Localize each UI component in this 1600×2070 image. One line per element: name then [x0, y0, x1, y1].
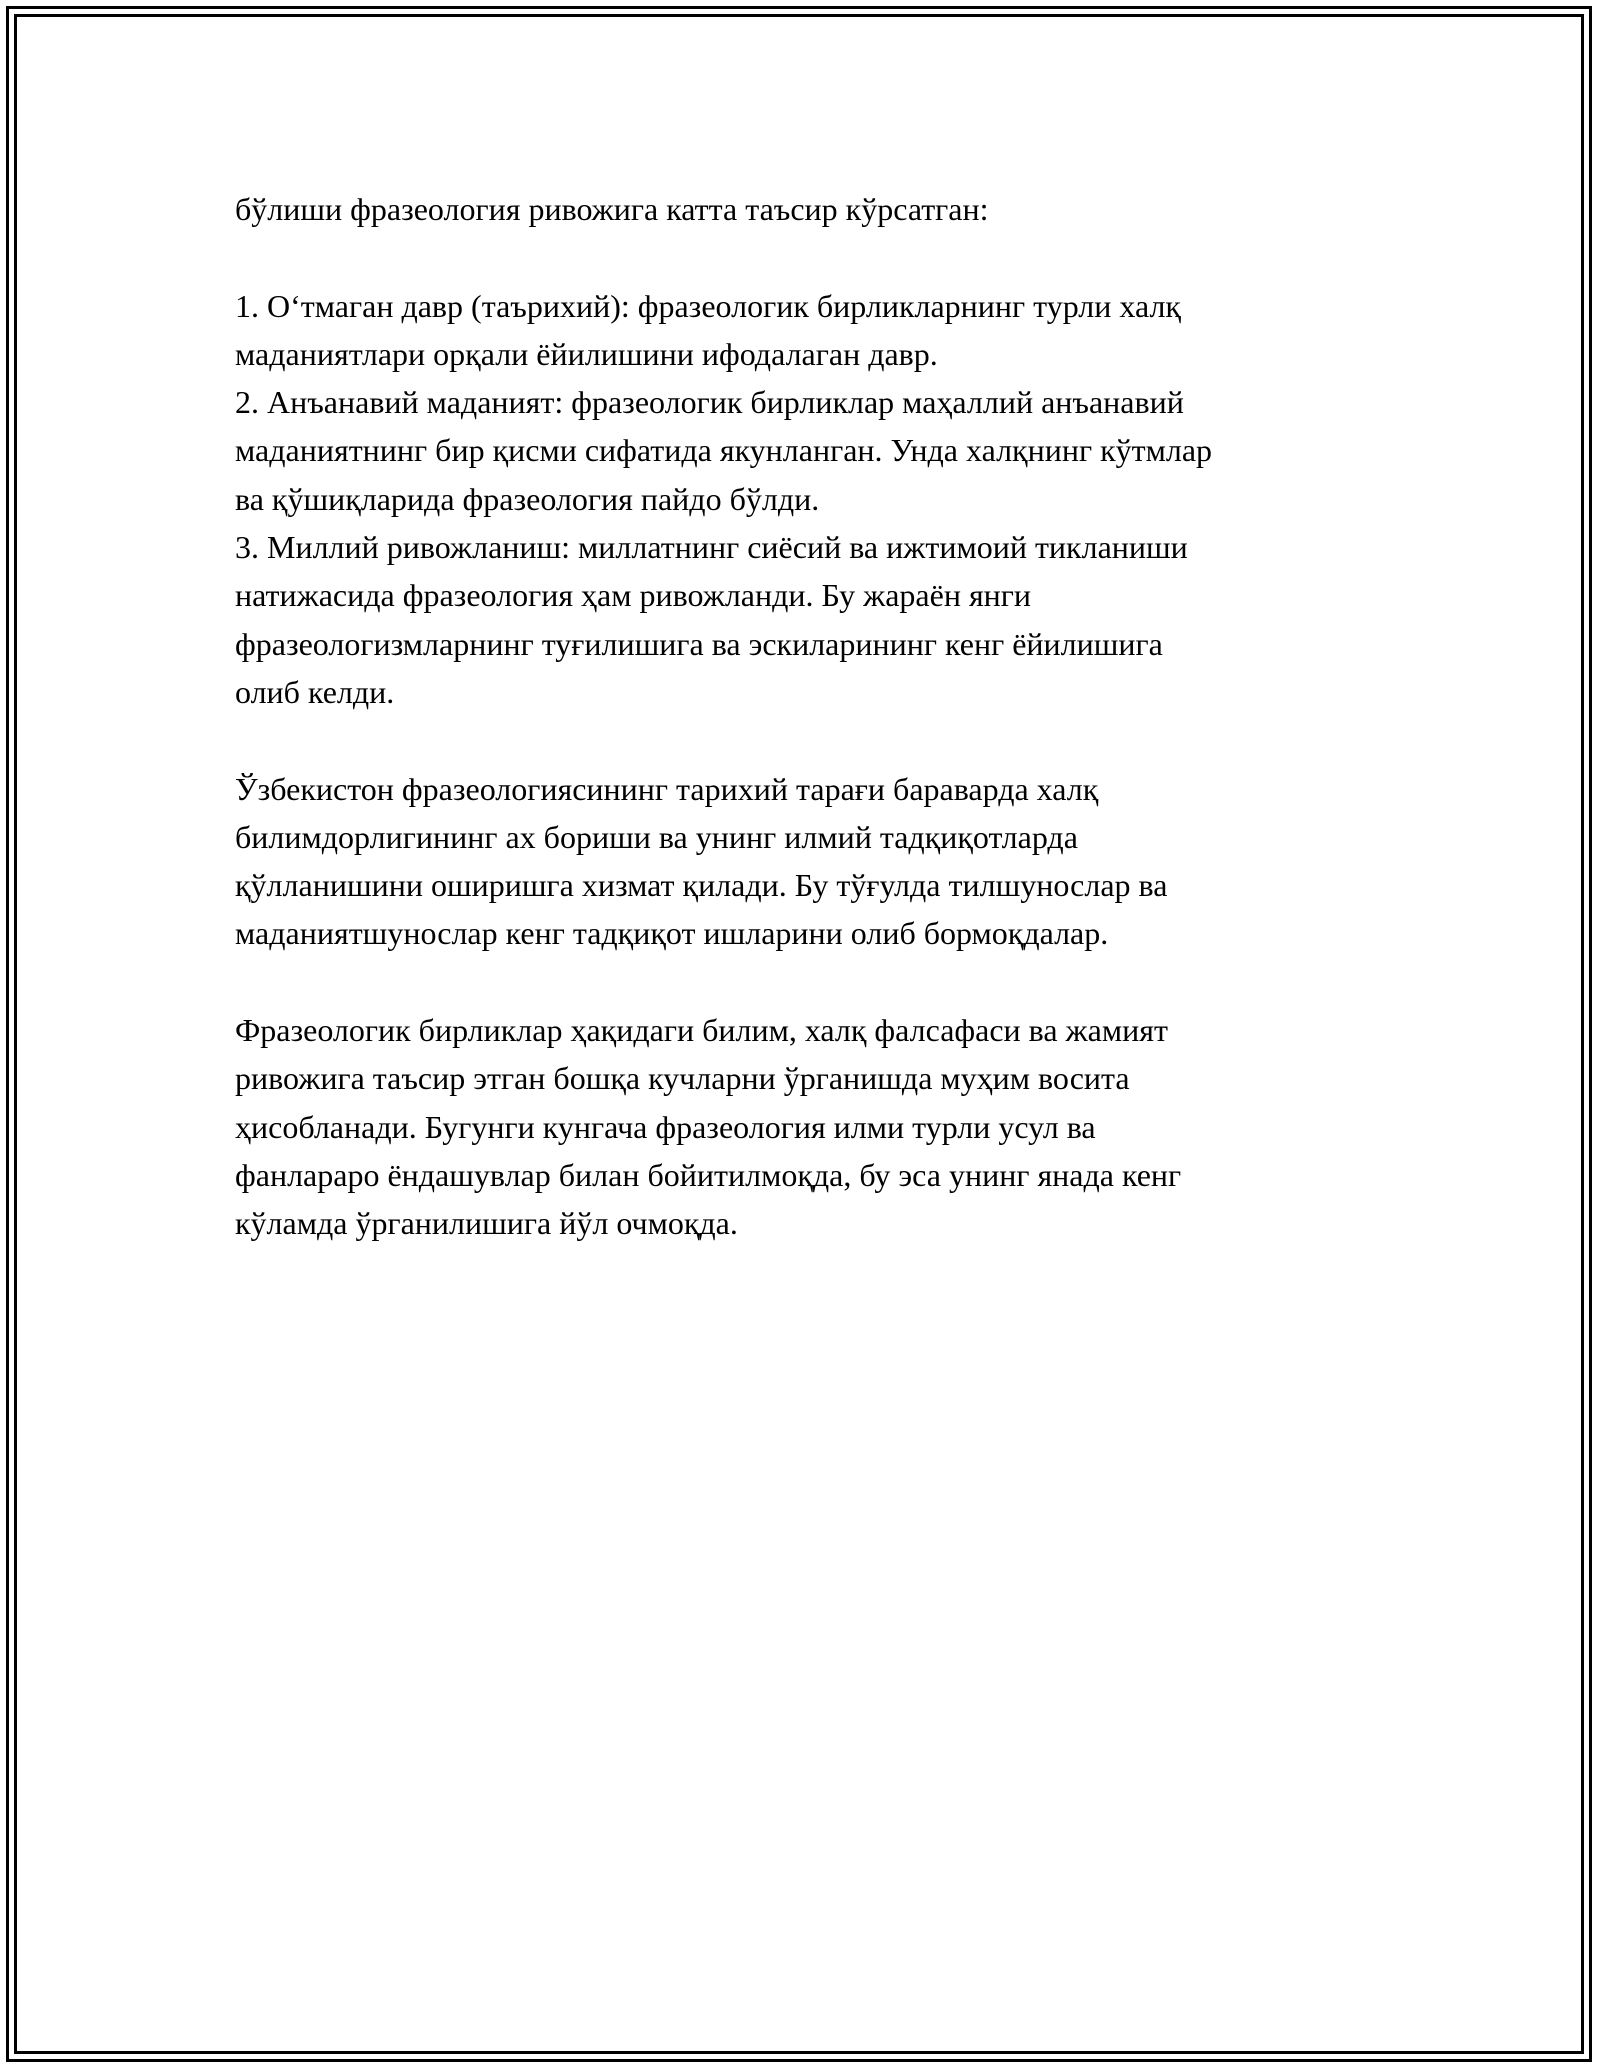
document-body [235, 185, 1415, 1248]
paragraph-3-line-4: фанлараро ёндашувлар билан бойитилмоқда, бу эса унинг янада кенг [235, 1156, 1182, 1193]
list-item-3-line-1: 3. Миллий ривожланиш: миллатнинг сиёсий ва ижтимоий тикланиши [235, 529, 1188, 566]
paragraph-gap [235, 233, 1415, 281]
paragraph-gap [235, 958, 1415, 1006]
paragraph-3-line-5: кўламда ўрганилишига йўл очмоқда. [235, 1205, 738, 1242]
paragraph-2-line-2: билимдорлигининг ах бориши ва унинг илмий тадқиқотларда [235, 818, 1078, 855]
intro-line: бўлиши фразеология ривожига катта таъсир кўрсатган: [235, 191, 989, 227]
list-item-3-line-4: олиб келди. [235, 673, 395, 710]
list-item-2-line-2: маданиятнинг бир қисми сифатида якунланган. Унда халқнинг кўтмлар [235, 432, 1213, 469]
list-item-2-line-1: 2. Анъанавий маданият: фразеологик бирликлар маҳаллий анъанавий [235, 384, 1184, 421]
paragraph-3-line-1: Фразеологик бирликлар ҳақидаги билим, халқ фалсафаси ва жамият [235, 1012, 1168, 1049]
list-item-3-line-3: фразеологизмларнинг туғилишига ва эскиларининг кенг ёйилишига [235, 625, 1163, 662]
list-item-1-line-1: 1. Оʻтмаган давр (таърихий): фразеологик бирликларнинг турли халқ [235, 287, 1181, 324]
paragraph-2-line-4: маданиятшунослар кенг тадқиқот ишларини олиб бормоқдалар. [235, 915, 1109, 952]
list-item-1-line-2: маданиятлари орқали ёйилишини ифодалаган давр. [235, 335, 938, 372]
list-item-2-line-3: ва қўшиқларида фразеология пайдо бўлди. [235, 480, 820, 517]
paragraph-2-line-3: қўлланишини оширишга хизмат қилади. Бу тўғулда тилшунослар ва [235, 867, 1168, 904]
paragraph-gap [235, 716, 1415, 764]
paragraph-3-line-3: ҳисобланади. Бугунги кунгача фразеология илми турли усул ва [235, 1108, 1096, 1145]
list-item-3-line-2: натижасида фразеология ҳам ривожланди. Бу жараён янги [235, 577, 1032, 614]
paragraph-2-line-1: Ўзбекистон фразеологиясининг тарихий тарағи бараварда халқ [235, 770, 1099, 807]
paragraph-3-line-2: ривожига таъсир этган бошқа кучларни ўрганишда муҳим восита [235, 1060, 1130, 1097]
